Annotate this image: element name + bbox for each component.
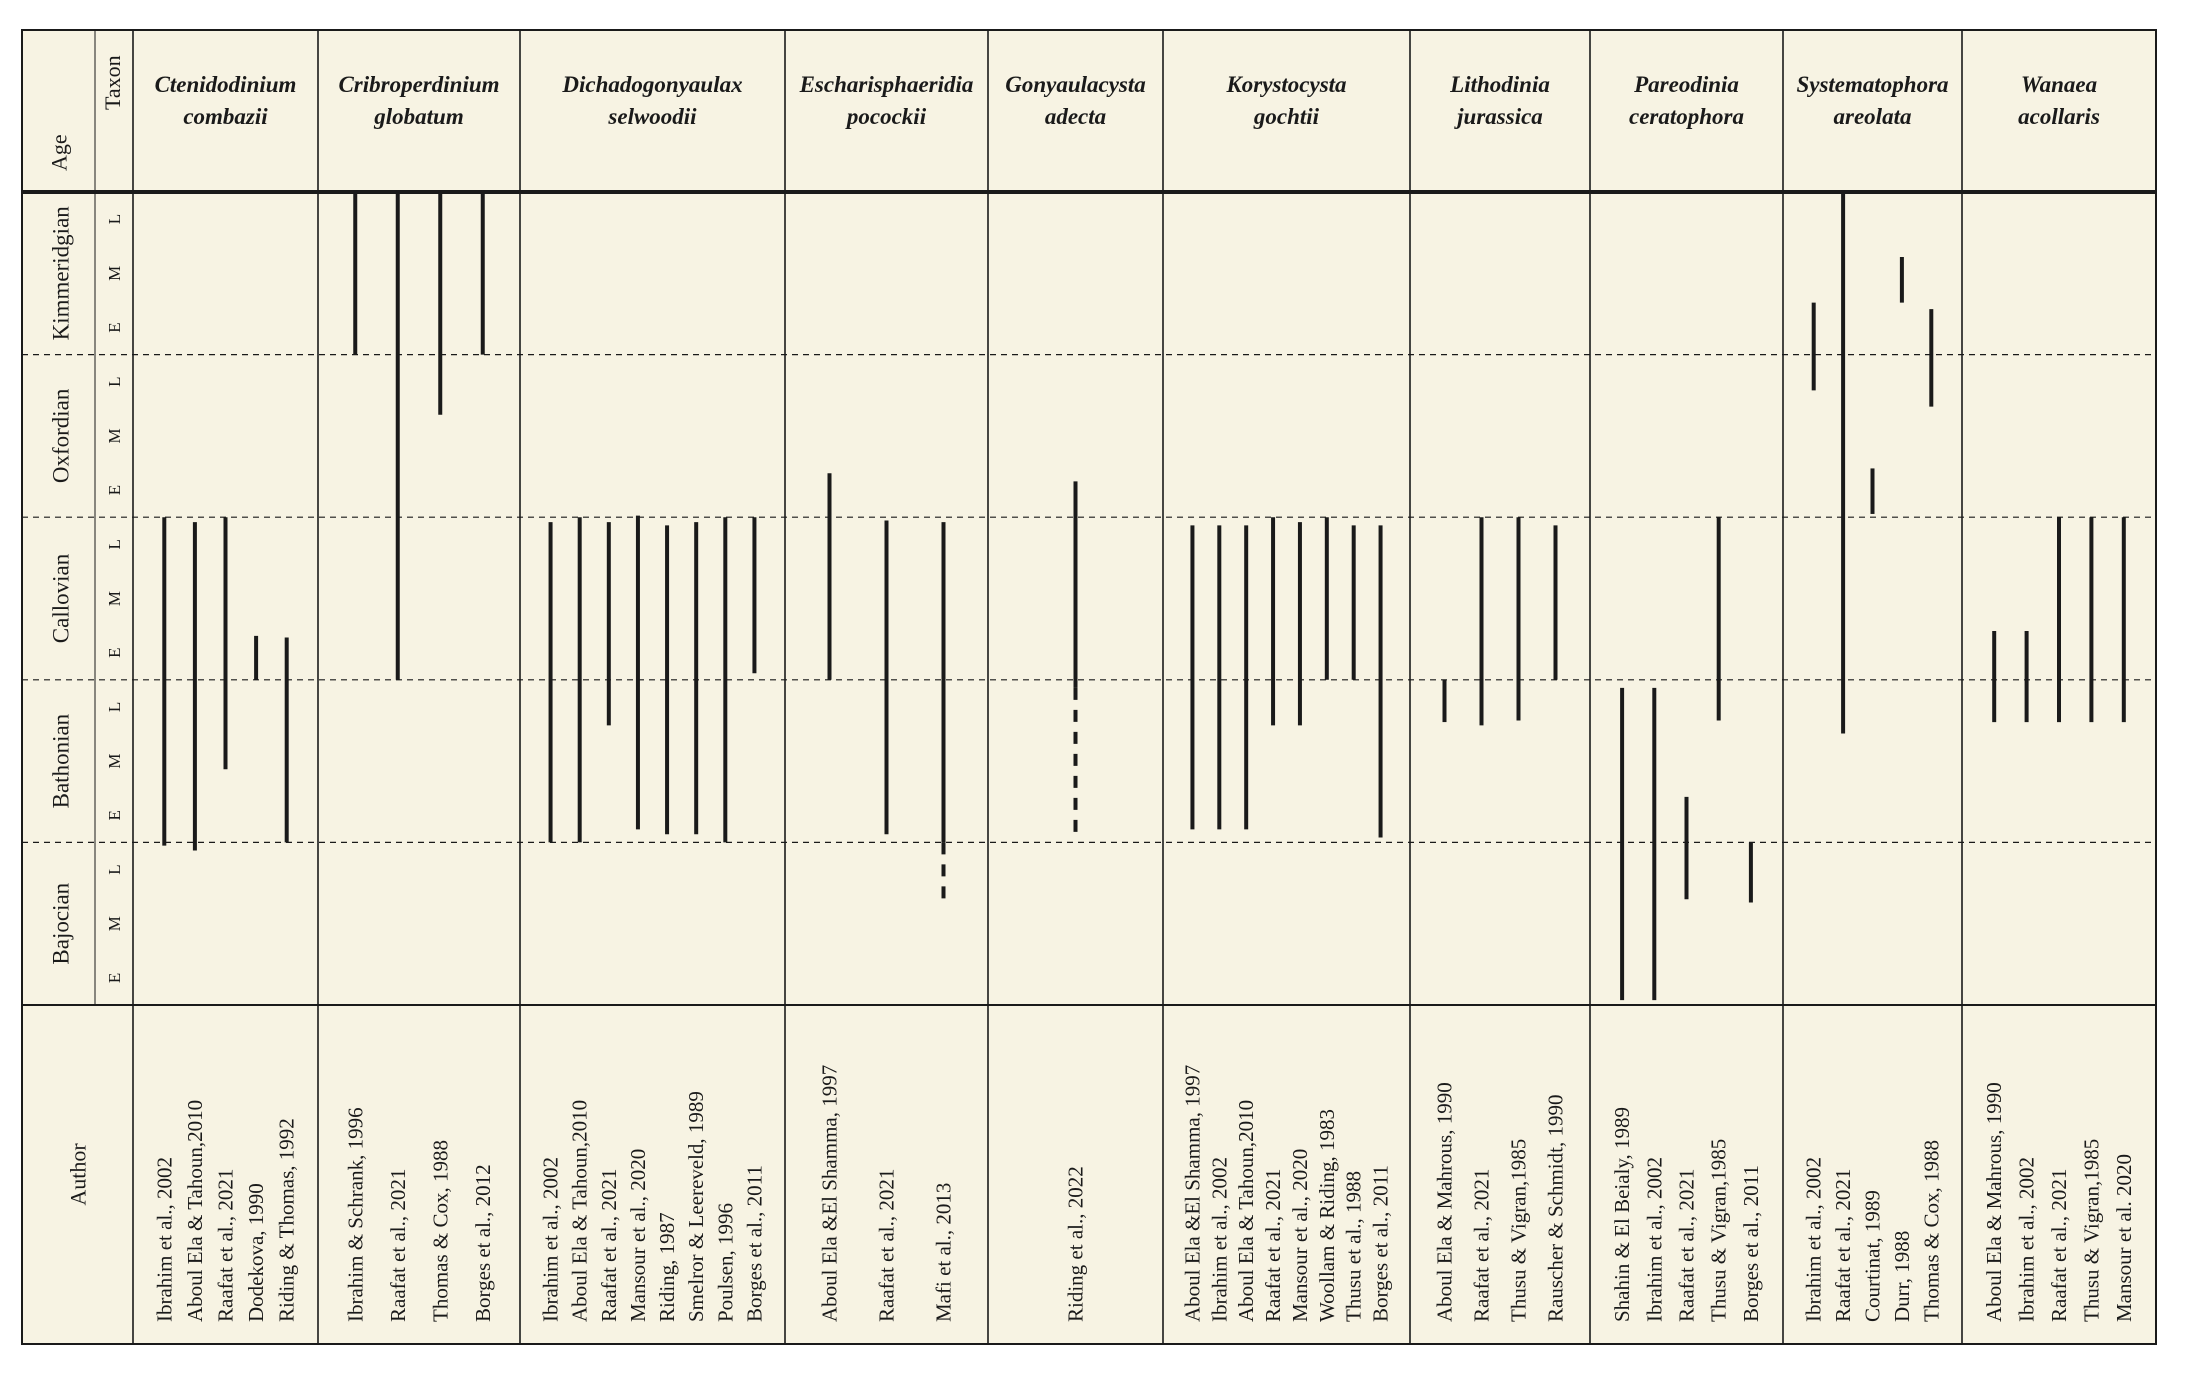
- author-label: Shahin & El Beialy, 1989: [1610, 1106, 1635, 1322]
- substage-label: E: [105, 484, 124, 496]
- taxon-name: areolata: [1833, 104, 1912, 129]
- author-label: Durr, 1988: [1889, 1230, 1914, 1322]
- author-label: Raafat et al., 2021: [1831, 1168, 1856, 1322]
- substage-label: L: [105, 213, 124, 225]
- author-label: Raafat et al., 2021: [385, 1168, 410, 1322]
- author-label: Borges et al., 2011: [1738, 1165, 1763, 1322]
- substage-label: M: [105, 590, 124, 607]
- author-label: Raafat et al., 2021: [1469, 1168, 1494, 1322]
- author-label: Ibrahim et al., 2002: [1207, 1156, 1232, 1322]
- taxon-name: selwoodii: [608, 104, 697, 129]
- author-label: Ibrahim & Schrank, 1996: [343, 1107, 368, 1322]
- author-label: Aboul Ela & Tahoun,2010: [567, 1099, 592, 1322]
- substage-label: E: [105, 972, 124, 984]
- taxon-header: Taxon: [100, 55, 125, 110]
- substage-label: M: [105, 916, 124, 932]
- author-label: Borges et al., 2011: [1368, 1165, 1393, 1322]
- author-label: Poulsen, 1996: [713, 1202, 738, 1322]
- taxon-name: acollaris: [2018, 104, 2100, 129]
- taxon-name: Pareodinia: [1634, 72, 1739, 97]
- author-label: Thusu & Vigran,1985: [1706, 1138, 1731, 1322]
- author-label: Raafat et al., 2021: [596, 1168, 621, 1322]
- author-label: Aboul Ela & Mahrous, 1990: [1982, 1082, 2007, 1322]
- author-label: Raafat et al., 2021: [1674, 1168, 1699, 1322]
- taxon-name: Gonyaulacysta: [1005, 72, 1146, 97]
- author-label: Mafi et al., 2013: [931, 1182, 956, 1322]
- substage-label: E: [105, 647, 124, 658]
- taxon-name: jurassica: [1457, 104, 1543, 129]
- author-label: Raafat et al., 2021: [2047, 1168, 2071, 1322]
- author-label: Borges et al., 2011: [742, 1165, 767, 1322]
- author-header: Author: [65, 1143, 91, 1206]
- author-label: Ibrahim et al., 2002: [1642, 1156, 1667, 1322]
- substage-label: M: [105, 265, 124, 281]
- stage-label-oxfordian: Oxfordian: [48, 388, 74, 484]
- chart-panel: [22, 30, 2156, 1344]
- taxon-name: globatum: [374, 104, 464, 129]
- substage-label: L: [105, 539, 124, 550]
- author-label: Raafat et al., 2021: [213, 1168, 238, 1322]
- author-label: Riding, 1987: [655, 1212, 680, 1322]
- author-label: Aboul Ela & Tahoun,2010: [182, 1099, 207, 1322]
- author-label: Thusu & Vigran,1985: [2079, 1138, 2104, 1322]
- author-label: Thusu et al., 1988: [1341, 1170, 1366, 1322]
- author-label: Thusu & Vigran,1985: [1506, 1138, 1531, 1322]
- stage-label-kimmeridgian: Kimmeridgian: [48, 206, 74, 341]
- author-label: Smelror & Leereveld, 1989: [684, 1091, 709, 1322]
- substage-label: E: [105, 810, 124, 821]
- substage-label: L: [105, 864, 124, 875]
- taxon-name: Ctenidodinium: [154, 72, 297, 97]
- stage-label-callovian: Callovian: [48, 553, 74, 644]
- author-label: Courtinat, 1989: [1860, 1190, 1885, 1322]
- author-label: Raafat et al., 2021: [874, 1168, 899, 1322]
- author-label: Raafat et al., 2021: [1261, 1168, 1286, 1322]
- substage-label: E: [105, 322, 124, 333]
- taxon-name: Lithodinia: [1450, 72, 1550, 97]
- substage-label: M: [105, 428, 124, 444]
- taxon-name: pocockii: [846, 104, 927, 129]
- author-label: Aboul Ela &El Shamma, 1997: [1180, 1064, 1205, 1322]
- author-label: Thomas & Cox, 1988: [428, 1140, 453, 1322]
- author-label: Riding et al., 2022: [1063, 1166, 1088, 1322]
- taxon-name: Dichadogonyaulax: [562, 72, 743, 97]
- taxon-name: ceratophora: [1629, 104, 1744, 129]
- author-label: Dodekova, 1990: [244, 1183, 269, 1322]
- substage-label: L: [105, 376, 124, 387]
- taxon-name: Cribroperdinium: [338, 72, 500, 97]
- author-label: Mansour et al., 2020: [625, 1148, 650, 1322]
- author-label: Mansour et al. 2020: [2111, 1154, 2136, 1322]
- author-label: Aboul Ela & Mahrous, 1990: [1432, 1082, 1457, 1322]
- author-label: Rauscher & Schmidt, 1990: [1543, 1094, 1568, 1322]
- age-header: Age: [46, 134, 72, 171]
- author-label: Ibrahim et al., 2002: [538, 1156, 563, 1322]
- author-label: Borges et al., 2012: [470, 1164, 495, 1322]
- taxon-name: Wanaea: [2020, 72, 2098, 97]
- taxon-name: adecta: [1044, 104, 1107, 129]
- taxon-name: Korystocysta: [1226, 72, 1347, 97]
- author-label: Ibrahim et al., 2002: [2014, 1156, 2039, 1322]
- taxon-name: Escharisphaeridia: [799, 72, 974, 97]
- substage-label: M: [105, 753, 124, 769]
- author-label: Riding & Thomas, 1992: [274, 1118, 299, 1322]
- author-label: Woollam & Riding, 1983: [1314, 1109, 1339, 1322]
- stage-label-bajocian: Bajocian: [48, 882, 74, 965]
- substage-label: L: [105, 701, 124, 713]
- author-label: Ibrahim et al., 2002: [1801, 1156, 1826, 1322]
- author-label: Thomas & Cox, 1988: [1919, 1140, 1944, 1322]
- author-label: Aboul Ela & Tahoun,2010: [1234, 1099, 1259, 1322]
- author-label: Aboul Ela &El Shamma, 1997: [817, 1064, 842, 1322]
- taxon-name: Systematophora: [1796, 72, 1949, 97]
- stage-label-bathonian: Bathonian: [48, 713, 74, 809]
- author-label: Mansour et al., 2020: [1287, 1148, 1312, 1322]
- taxon-name: gochtii: [1253, 104, 1320, 129]
- author-label: Ibrahim et al., 2002: [152, 1156, 177, 1322]
- taxon-name: combazii: [183, 104, 268, 129]
